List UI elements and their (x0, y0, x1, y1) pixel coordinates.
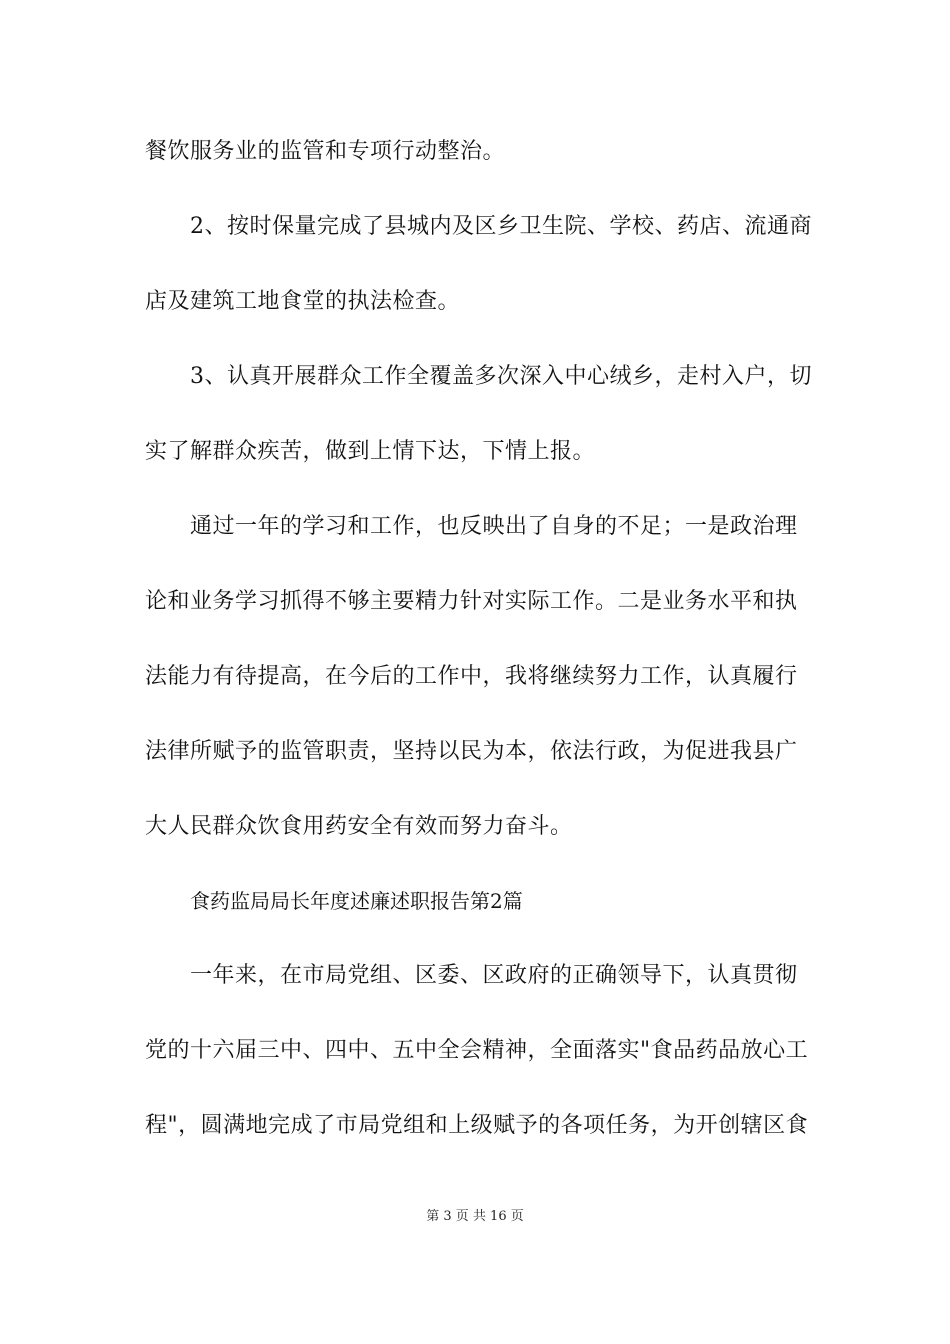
body-text-line: 餐饮服务业的监管和专项行动整治。 (145, 139, 506, 164)
body-text-line: 实了解群众疾苦，做到上情下达，下情上报。 (145, 439, 596, 464)
body-text-line: 通过一年的学习和工作，也反映出了自身的不足；一是政治理 (190, 514, 798, 539)
body-text-line: 论和业务学习抓得不够主要精力针对实际工作。二是业务水平和执 (145, 589, 798, 614)
section-heading: 食药监局局长年度述廉述职报告第2篇 (190, 889, 523, 913)
body-text-line: 法律所赋予的监管职责，坚持以民为本，依法行政，为促进我县广 (145, 739, 798, 764)
body-text-line: 一年来，在市局党组、区委、区政府的正确领导下，认真贯彻 (190, 963, 798, 988)
body-text-line: 2、按时保量完成了县城内及区乡卫生院、学校、药店、流通商 (190, 214, 812, 239)
body-text-line: 店及建筑工地食堂的执法检查。 (145, 289, 461, 314)
page-number-footer: 第 3 页 共 16 页 (426, 1209, 524, 1224)
body-text-line: 程"，圆满地完成了市局党组和上级赋予的各项任务，为开创辖区食 (145, 1113, 809, 1138)
body-text-line: 法能力有待提高，在今后的工作中，我将继续努力工作，认真履行 (145, 664, 798, 689)
body-text-line: 大人民群众饮食用药安全有效而努力奋斗。 (145, 814, 573, 839)
body-text-line: 3、认真开展群众工作全覆盖多次深入中心绒乡，走村入户，切 (190, 364, 812, 389)
body-text-line: 党的十六届三中、四中、五中全会精神，全面落实"食品药品放心工 (145, 1038, 809, 1063)
